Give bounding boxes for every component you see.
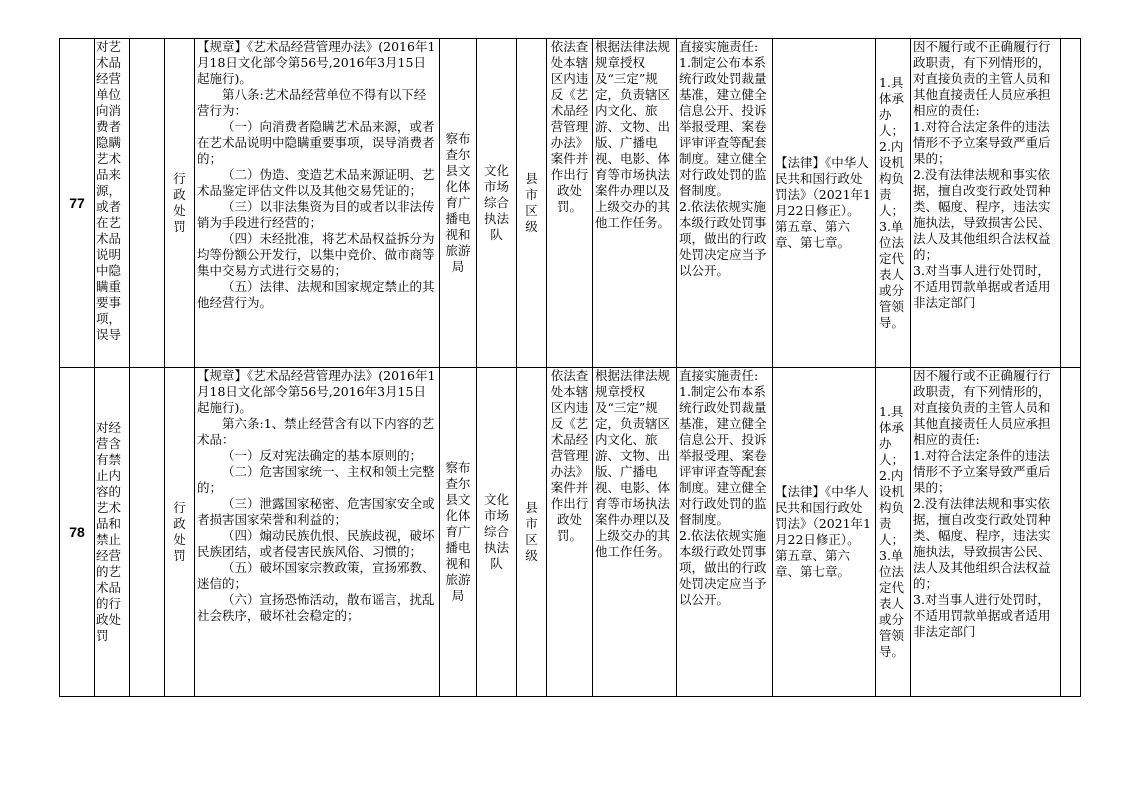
basis-line: 第六条:1、禁止经营含有以下内容的艺术品： [197, 416, 435, 447]
basis-line: （二）危害国家统一、主权和领土完整的； [197, 464, 435, 495]
admin-level: 县市区级 [525, 500, 538, 563]
duty-description: 根据法律法规规章授权及“三定”规定，负责辖区内文化、旅游、文物、出版、广播电视、电影、体育等市场执法案件办理以及上级交办的其他工作任务。 [595, 368, 671, 559]
law-reference: 【法律】《中华人民共和国行政处罚法》（2021年1月22日修正）。 第五章、第六章、第七章。 [775, 484, 872, 579]
power-content: 依法查处本辖区内违反《艺术品经营管理办法》案件并作出行政处罚。 [550, 368, 589, 543]
admin-level: 县市区级 [525, 171, 538, 234]
basis-heading: 【规章】《艺术品经营管理办法》(2016年1月18日文化部令第56号,2016年3月15日起施行)。 [197, 368, 436, 415]
item-name: 对经营含有禁止内容的艺术品和禁止经营的艺术品的行政处罚 [96, 420, 122, 643]
basis-line: （六）宣扬恐怖活动，散布谣言，扰乱社会秩序，破坏社会稳定的； [197, 592, 435, 623]
blank-cell [1061, 39, 1080, 367]
basis-line: （三）以非法集资为目的或者以非法传销为手段进行经营的； [197, 199, 435, 230]
duty-description: 根据法律法规规章授权及“三定”规定，负责辖区内文化、旅游、文物、出版、广播电视、电影、体育等市场执法案件办理以及上级交办的其他工作任务。 [595, 39, 671, 230]
responsible-subject: 1.具体承办人； 2.内设机构负责人； 3.单位法定代表人或分管领导。 [879, 75, 905, 330]
responsible-subject: 1.具体承办人； 2.内设机构负责人； 3.单位法定代表人或分管领导。 [879, 404, 905, 659]
basis-line: （五）破坏国家宗教政策，宣扬邪教、迷信的； [197, 560, 435, 591]
legal-basis [195, 368, 439, 696]
row-number: 78 [69, 524, 85, 540]
basis-heading: 【规章】《艺术品经营管理办法》(2016年1月18日文化部令第56号,2016年3月15日起施行)。 [197, 39, 436, 86]
basis-line: （二）伪造、变造艺术品来源证明、艺术品鉴定评估文件以及其他交易凭证的； [197, 167, 435, 198]
responsibility: 直接实施责任: 1.制定公布本系统行政处罚裁量基准，建立健全信息公开、投诉举报受理、案卷评审评查等配套制度。建立健全对行政处罚的监督制度。 2.依法依规实施本级行政处罚事项，做出的行政处罚决定应当予以公开。 [679, 39, 767, 278]
basis-line: （一）反对宪法确定的基本原则的； [222, 448, 423, 463]
basis-line: （四）煽动民族仇恨、民族歧视，破坏民族团结，或者侵害民族风俗、习惯的； [197, 528, 435, 559]
enforcement-unit: 文化市场综合执法队 [483, 163, 509, 242]
enforcement-unit: 文化市场综合执法队 [483, 492, 509, 571]
accountability: 因不履行或不正确履行行政职责，有下列情形的，对直接负责的主管人员和其他直接责任人员应承担相应的责任: 1.对符合法定条件的违法情形不予立案导致严重后果的； 2.没有法律法规和事实依据，擅自改变行政处罚种类、幅度、程序，违法实施执法，导致损害公民、法人及其他组织合法权益的； 3.对当事人进行处罚时，不适用罚款单据或者适用非法定部门 [913, 368, 1051, 639]
basis-line: （三）泄露国家秘密、危害国家安全或者损害国家荣誉和利益的； [197, 496, 435, 527]
blank-cell [1061, 368, 1080, 696]
law-reference: 【法律】《中华人民共和国行政处罚法》（2021年1月22日修正）。 第五章、第六章、第七章。 [775, 155, 872, 250]
blank-cell [130, 39, 164, 367]
row-number: 77 [69, 195, 85, 211]
table-row [60, 368, 1081, 697]
basis-line: 第八条:艺术品经营单位不得有以下经营行为： [197, 87, 427, 118]
basis-line: （四）未经批准，将艺术品权益拆分为均等份额公开发行，以集中竞价、做市商等集中交易方式进行交易的； [197, 231, 435, 278]
item-name: 对艺术品经营单位向消费者隐瞒艺术品来源，或者在艺术品说明中隐瞒重要事项，误导 [96, 39, 122, 342]
power-list-table [59, 38, 1081, 697]
responsibility: 直接实施责任: 1.制定公布本系统行政处罚裁量基准，建立健全信息公开、投诉举报受理、案卷评审评查等配套制度。建立健全对行政处罚的监督制度。 2.依法依规实施本级行政处罚事项，做出的行政处罚决定应当予以公开。 [679, 368, 767, 607]
power-content: 依法查处本辖区内违反《艺术品经营管理办法》案件并作出行政处罚。 [550, 39, 589, 214]
accountability: 因不履行或不正确履行行政职责，有下列情形的，对直接负责的主管人员和其他直接责任人员应承担相应的责任: 1.对符合法定条件的违法情形不予立案导致严重后果的； 2.没有法律法规和事实依据，擅自改变行政处罚种类、幅度、程序，违法实施执法，导致损害公民、法人及其他组织合法权益的； 3.对当事人进行处罚时，不适用罚款单据或者适用非法定部门 [913, 39, 1051, 310]
basis-line: （一）向消费者隐瞒艺术品来源，或者在艺术品说明中隐瞒重要事项，误导消费者的； [197, 119, 435, 166]
power-type: 行政处罚 [173, 171, 186, 234]
basis-line: （五）法律、法规和国家规定禁止的其他经营行为。 [197, 279, 435, 310]
power-type: 行政处罚 [173, 500, 186, 563]
legal-basis [195, 39, 439, 367]
blank-cell [130, 368, 164, 696]
table-row [60, 39, 1081, 368]
department: 察布查尔县文化体育广播电视和旅游局 [445, 131, 471, 274]
department: 察布查尔县文化体育广播电视和旅游局 [445, 460, 471, 603]
